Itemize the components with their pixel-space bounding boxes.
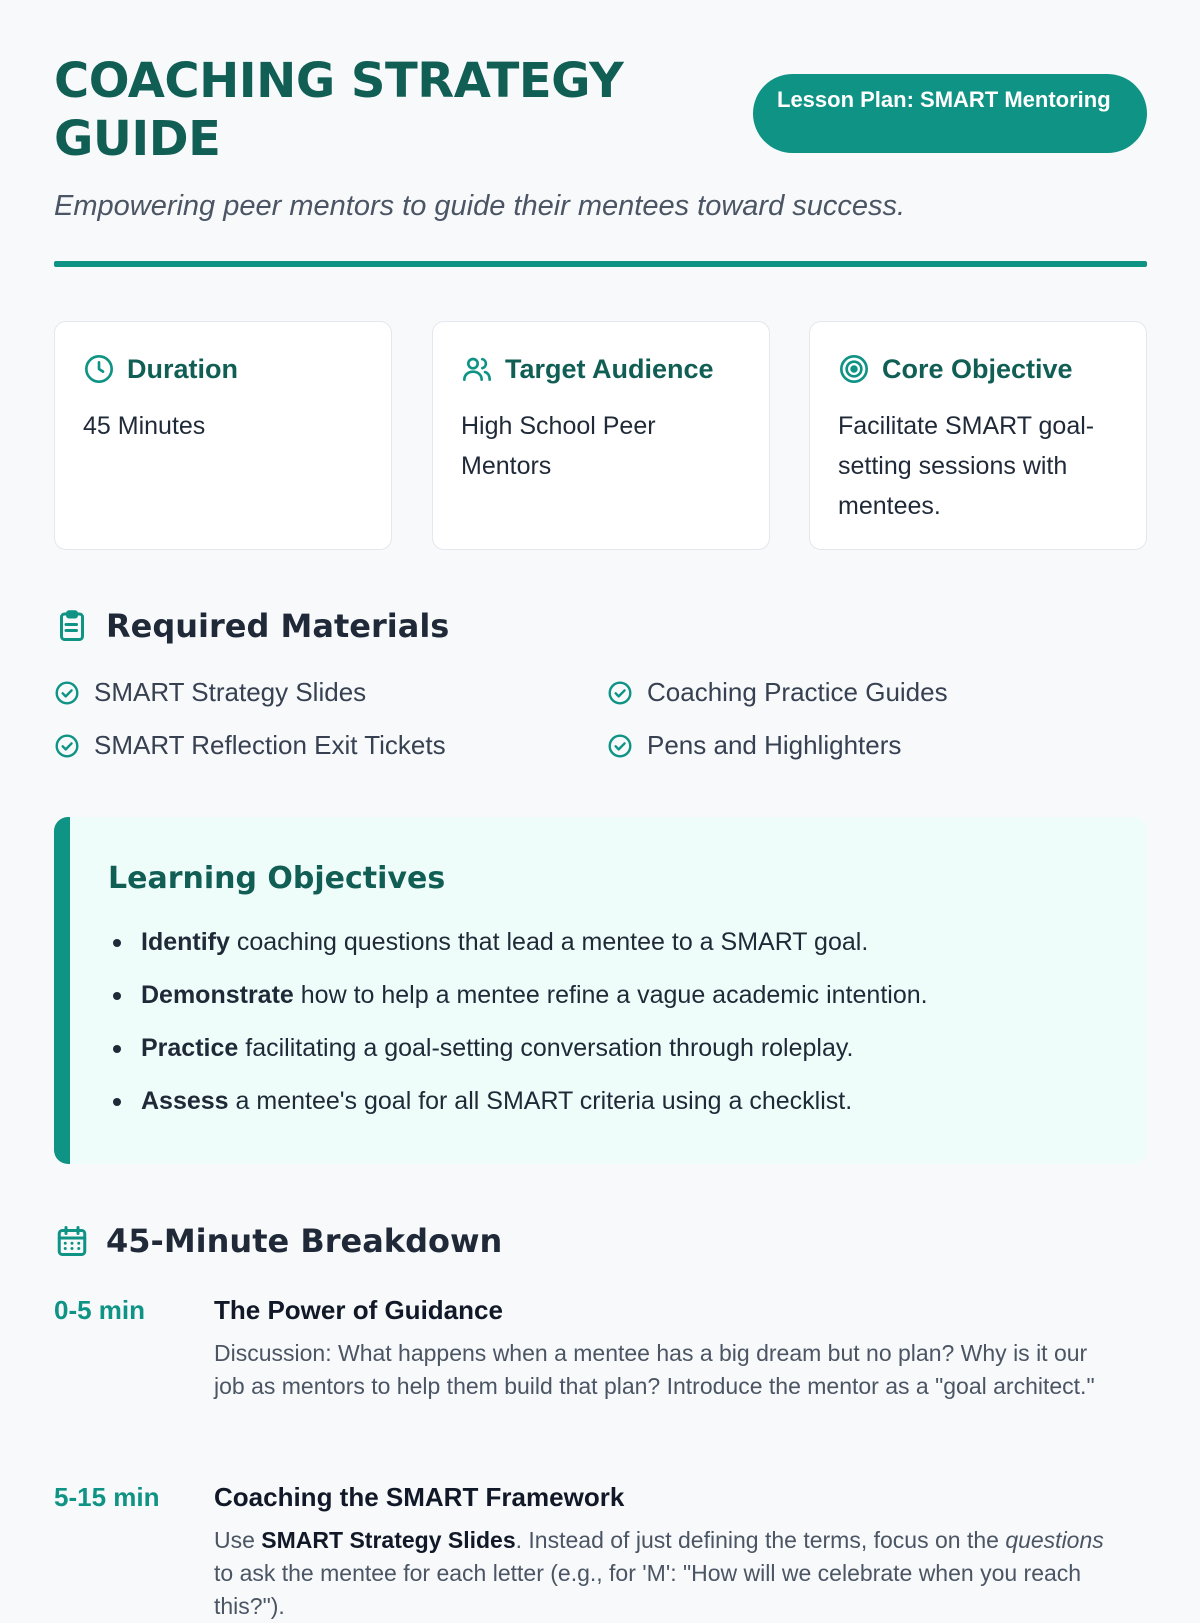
desc-text: . Instead of just defining the terms, focus on the [515,1527,1006,1553]
material-label: Coaching Practice Guides [647,677,948,707]
clock-icon [83,353,115,385]
target-audience-card [432,321,770,550]
objective-text: facilitating a goal-setting conversation through roleplay. [238,1034,854,1062]
step-description: Discussion: What happens when a mentee has a big dream but no plan? Why is it our job as mentors to help them build that plan? Introduce the mentor as a "goal architect." [214,1340,1095,1399]
page-subtitle: Empowering peer mentors to guide their mentees toward success. [54,190,906,222]
objective-verb: Identify [141,928,230,956]
schedule-step [54,1295,1147,1445]
list-item [108,916,1111,969]
list-item [108,1075,1111,1128]
list-item [108,1022,1111,1075]
check-circle-icon [54,733,80,759]
materials-heading [54,607,449,645]
header-divider [54,261,1147,267]
card-body: 45 Minutes [83,412,206,440]
card-body: Facilitate SMART goal-setting sessions with mentees. [838,412,1095,520]
card-title: Core Objective [882,353,1073,384]
step-time: 0-5 min [54,1295,146,1325]
info-cards [54,321,1147,550]
clipboard-icon [54,608,90,644]
objective-text: coaching questions that lead a mentee to a SMART goal. [229,928,869,956]
objective-text: a mentee's goal for all SMART criteria using a checklist. [228,1087,853,1115]
objective-verb: Practice [141,1034,239,1062]
list-item [607,730,901,761]
objective-verb: Demonstrate [141,981,294,1009]
desc-text: to ask the mentee for each letter (e.g., for 'M': "How will we celebrate when you reach this?"). [214,1560,1082,1619]
objective-text: how to help a mentee refine a vague academic intention. [293,981,928,1009]
step-title: The Power of Guidance [214,1295,503,1325]
objective-verb: Assess [141,1087,229,1115]
page-title: COACHING STRATEGY GUIDE [54,53,624,167]
core-objective-card [809,321,1147,550]
calendar-icon [54,1223,90,1259]
desc-text: Use [214,1527,262,1553]
list-item [607,677,948,708]
breakdown-heading [54,1222,502,1260]
section-title: Required Materials [106,607,450,645]
check-circle-icon [54,680,80,706]
card-body: High School Peer Mentors [461,412,656,480]
check-circle-icon [607,733,633,759]
step-time: 5-15 min [54,1482,160,1512]
lesson-plan-page [54,0,1147,1619]
card-title: Duration [127,353,238,384]
material-label: SMART Reflection Exit Tickets [94,730,446,760]
list-item [108,969,1111,1022]
users-icon [461,353,493,385]
material-label: SMART Strategy Slides [94,677,367,707]
schedule-step [54,1482,1147,1619]
list-item [54,730,446,761]
material-label: Pens and Highlighters [647,730,902,760]
objectives-title: Learning Objectives [108,861,446,896]
step-description [214,1524,1119,1623]
desc-highlight: SMART Strategy Slides [261,1527,516,1553]
objectives-list [108,916,1111,1128]
learning-objectives-panel [54,817,1147,1164]
desc-emphasis: questions [1005,1527,1104,1553]
target-icon [838,353,870,385]
section-title: 45-Minute Breakdown [106,1222,503,1260]
check-circle-icon [607,680,633,706]
lesson-plan-badge: Lesson Plan: SMART Mentoring [753,74,1147,153]
page-header [54,0,1147,262]
step-title: Coaching the SMART Framework [214,1482,625,1512]
list-item [54,677,366,708]
duration-card [54,321,392,550]
card-title: Target Audience [505,353,714,384]
